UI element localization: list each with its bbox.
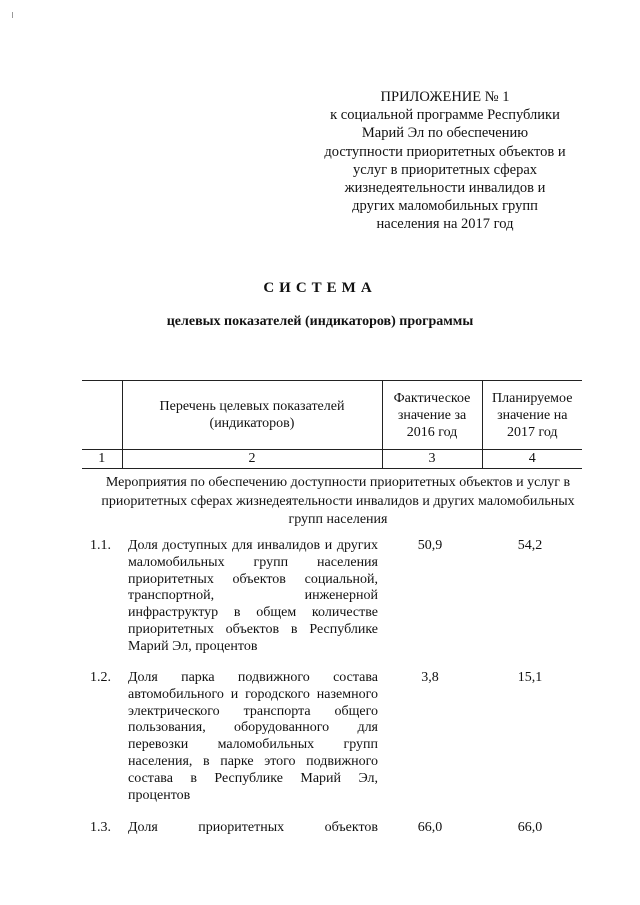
appendix-line: услуг в приоритетных сферах: [352, 161, 538, 178]
row-number: 1.1.: [90, 538, 111, 553]
row-value-2016: 50,9: [417, 538, 443, 553]
column-number: 4: [482, 450, 582, 469]
column-numbers-row: [82, 450, 582, 469]
header-cell-planned: Планируемое значение на 2017 год: [482, 381, 582, 450]
appendix-line: Марий Эл по обеспечению: [361, 125, 529, 142]
document-subtitle: целевых показателей (индикаторов) программы: [166, 314, 474, 329]
row-number: 1.3.: [90, 820, 111, 835]
appendix-line: к социальной программе Республики: [330, 107, 560, 124]
margin-mark: [12, 12, 13, 18]
appendix-line: жизнедеятельности инвалидов и: [344, 180, 546, 197]
indicators-table-header: [82, 380, 582, 469]
appendix-line: доступности приоритетных объектов и: [324, 143, 566, 160]
row-value-2017: 54,2: [517, 538, 543, 553]
row-text: Доля приоритетных объектов: [128, 820, 378, 835]
appendix-line: ПРИЛОЖЕНИЕ № 1: [380, 89, 510, 105]
row-value-2016: 66,0: [417, 820, 443, 835]
header-cell-actual: Фактическое значение за 2016 год: [382, 381, 482, 450]
row-value-2017: 66,0: [517, 820, 543, 835]
appendix-line: других маломобильных групп: [352, 198, 538, 215]
column-number: 2: [122, 450, 382, 469]
column-number: 3: [382, 450, 482, 469]
row-text: Доля парка подвижного состава автомобильного и городского наземного электрического транспорта общего пользования, оборудованного для перевозки маломобильных групп населения, в парке этого подвижного состава в Республике Марий Эл, процентов: [128, 670, 378, 803]
row-text: Доля доступных для инвалидов и других маломобильных групп населения приоритетных объектов социальной, транспортной, инженерной инфраструктур в общем количестве приоритетных объектов в Республике Марий Эл, процентов: [128, 538, 378, 654]
row-value-2017: 15,1: [517, 670, 543, 685]
column-number: 1: [82, 450, 122, 469]
row-number: 1.2.: [90, 670, 111, 685]
appendix-line: населения на 2017 год: [376, 216, 514, 233]
header-row: [82, 381, 582, 450]
section-heading: Мероприятия по обеспечению доступности приоритетных объектов и услуг в приоритетных сферах жизнедеятельности инвалидов и других маломобильных групп населения: [101, 475, 575, 527]
document-title: СИСТЕМА: [263, 280, 377, 296]
header-cell-list: Перечень целевых показателей (индикаторов): [122, 381, 382, 450]
appendix-block: [310, 88, 580, 234]
header-cell-empty: [82, 381, 122, 450]
row-value-2016: 3,8: [421, 670, 439, 685]
